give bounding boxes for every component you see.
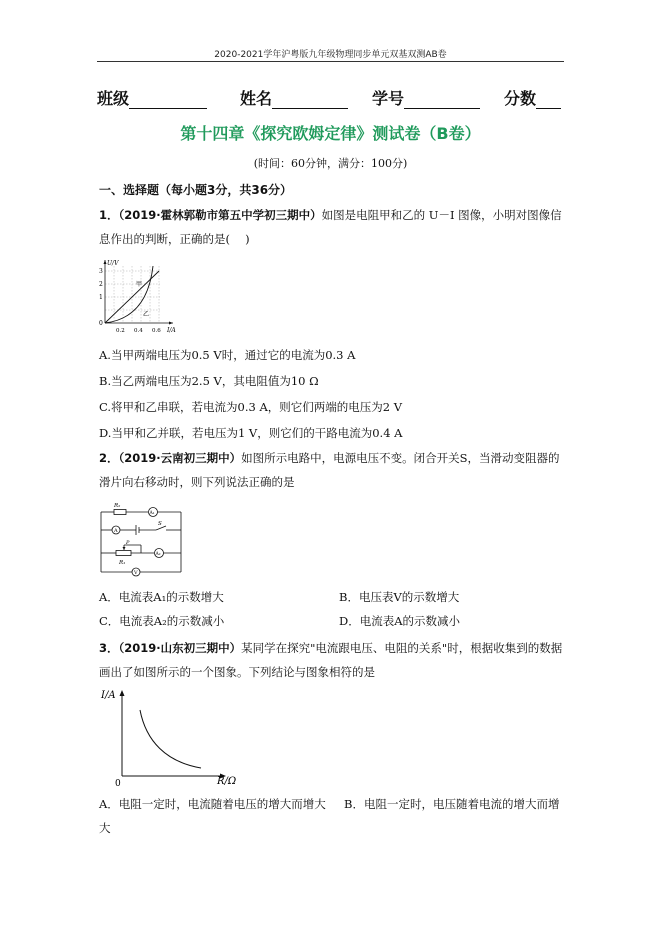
class-label: 班级 <box>97 89 130 108</box>
q2-circuit-diagram <box>96 500 186 580</box>
q1-xtick: 0.4 <box>134 328 143 334</box>
student-no-label: 学号 <box>372 89 405 108</box>
q2-option-a[interactable]: A．电流表A₁的示数增大 <box>99 590 224 604</box>
label-r1: R₁ <box>119 560 126 566</box>
q2-option-d[interactable]: D．电流表A的示数减小 <box>339 614 461 628</box>
question-3 <box>99 636 569 684</box>
q3-origin: 0 <box>115 779 121 786</box>
q1-ytick: 1 <box>99 294 103 301</box>
name-label: 姓名 <box>240 89 273 108</box>
q2-source: （2019·云南初三期中） <box>118 451 242 465</box>
score-label: 分数 <box>504 89 537 108</box>
q1-option-a[interactable]: A.当甲两端电压为0.5 V时，通过它的电流为0.3 A <box>99 348 356 362</box>
student-no-field <box>372 86 480 109</box>
q2-option-c[interactable]: C．电流表A₂的示数减小 <box>99 614 225 628</box>
q2-option-b[interactable]: B．电压表V的示数增大 <box>339 590 460 604</box>
q1-xtick: 0.2 <box>116 328 125 334</box>
q1-ylabel: U/V <box>107 260 119 267</box>
q3-option-b-part1[interactable]: B．电阻一定时，电压随着电流的增大而增 <box>344 797 560 811</box>
label-v: V <box>134 570 138 576</box>
q3-curve <box>140 710 201 768</box>
q3-text: 某同学在探究"电流跟电压、电阻的关系"时，根据收集到的数据画出了如图所示的一个图象。下列结论与图象相符的是 <box>99 641 563 679</box>
q1-option-c[interactable]: C.将甲和乙串联，若电流为0.3 A，则它们两端的电压为2 V <box>99 400 403 414</box>
page-header: 2020-2021学年沪粤版九年级物理同步单元双基双测AB卷 <box>214 50 447 60</box>
label-a1: A₁ <box>149 511 155 516</box>
question-2 <box>99 446 569 494</box>
label-r2: R₂ <box>114 503 121 509</box>
q2-number: 2． <box>99 451 119 465</box>
q3-xlabel: R/Ω <box>217 776 237 786</box>
page-title: 第十四章《探究欧姆定律》测试卷（B卷） <box>180 124 481 143</box>
name-blank[interactable] <box>272 90 348 109</box>
q1-text: 如图是电阻甲和乙的 U－I 图像，小明对图像信息作出的判断，正确的是( ) <box>99 208 562 246</box>
student-no-blank[interactable] <box>404 90 480 109</box>
student-info-fields <box>97 86 567 110</box>
q1-ui-graph <box>95 256 185 338</box>
q2-text: 如图所示电路中，电源电压不变。闭合开关S，当滑动变阻器的滑片向右移动时，则下列说法正确的是 <box>99 451 560 489</box>
q3-ir-graph <box>96 686 266 786</box>
q3-ylabel: I/A <box>101 690 116 701</box>
label-s: S <box>158 521 162 527</box>
q3-source: （2019·山东初三期中） <box>118 641 242 655</box>
class-field <box>97 86 207 109</box>
q3-option-a[interactable]: A．电阻一定时，电流随着电压的增大而增大 <box>99 797 326 811</box>
q1-label-jia: 甲 <box>136 281 143 288</box>
label-a2: A₂ <box>155 552 161 557</box>
score-field <box>504 86 561 109</box>
q1-number: 1． <box>99 208 119 222</box>
q3-number: 3． <box>99 641 119 655</box>
q1-source: （2019·霍林郭勒市第五中学初三期中） <box>118 208 322 222</box>
q3-option-b-part2[interactable]: 大 <box>99 821 111 835</box>
q1-ytick: 0 <box>99 320 103 327</box>
header-divider <box>97 61 564 62</box>
label-a: A <box>114 528 118 534</box>
q1-xlabel: I/A <box>167 327 176 334</box>
score-blank[interactable] <box>536 90 561 109</box>
q1-ytick: 3 <box>99 268 103 275</box>
q1-option-d[interactable]: D.当甲和乙并联，若电压为1 V，则它们的干路电流为0.4 A <box>99 426 403 440</box>
class-blank[interactable] <box>129 90 207 109</box>
q1-label-yi: 乙 <box>143 311 150 318</box>
q1-option-b[interactable]: B.当乙两端电压为2.5 V，其电阻值为10 Ω <box>99 374 319 388</box>
section-heading: 一、选择题（每小题3分，共36分） <box>99 183 293 197</box>
question-1 <box>99 203 569 251</box>
page-subtitle: (时间：60分钟，满分：100分) <box>253 157 408 170</box>
name-field <box>240 86 348 109</box>
q1-ytick: 2 <box>99 281 103 288</box>
q1-xtick: 0.6 <box>152 328 161 334</box>
label-p: P <box>126 540 130 546</box>
